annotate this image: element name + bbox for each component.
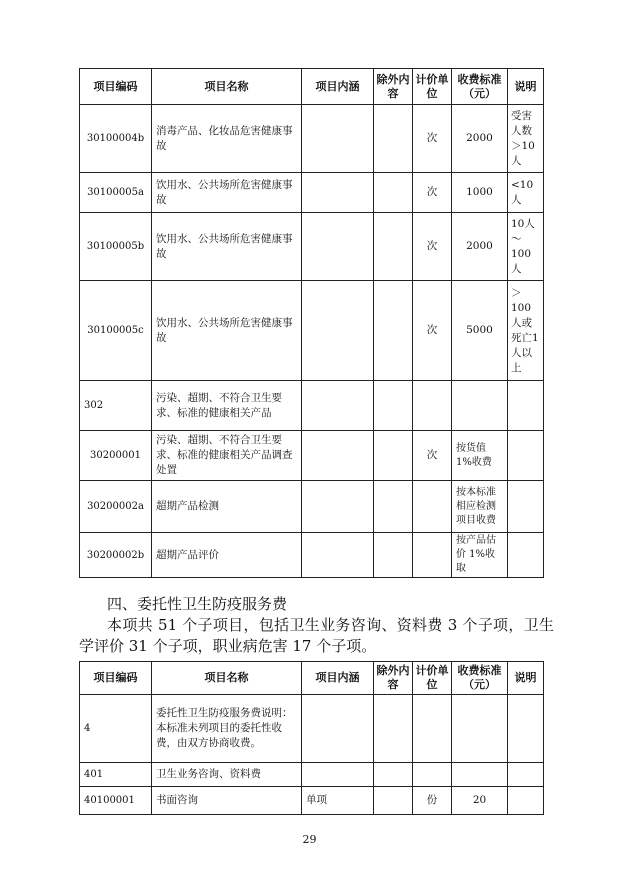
cell-content [302,481,374,533]
cell-content [302,763,374,787]
cell-excluded [374,481,413,533]
cell-unit [413,533,452,578]
cell-excluded [374,381,413,431]
cell-name: 饮用水、公共场所危害健康事故 [152,213,302,281]
cell-fee [452,381,508,431]
cell-unit: 次 [413,173,452,213]
cell-name: 消毒产品、化妆品危害健康事故 [152,105,302,173]
cell-note [508,431,544,481]
cell-fee: 按货值 1%收费 [452,431,508,481]
header-excluded: 除外内容 [374,69,413,105]
table-row [80,481,544,533]
cell-content [302,695,374,763]
table-row [80,281,544,381]
cell-unit: 份 [413,787,452,815]
cell-unit: 次 [413,213,452,281]
header-note: 说明 [508,662,544,695]
header-unit: 计价单位 [413,69,452,105]
header-excluded: 除外内容 [374,662,413,695]
cell-excluded [374,695,413,763]
cell-name: 污染、超期、不符合卫生要求、标准的健康相关产品调查处置 [152,431,302,481]
header-content: 项目内涵 [302,662,374,695]
cell-excluded [374,787,413,815]
header-fee: 收费标准（元） [452,69,508,105]
cell-code: 401 [80,763,152,787]
cell-code: 30100004b [80,105,152,173]
cell-fee: 1000 [452,173,508,213]
cell-content [302,105,374,173]
cell-excluded [374,431,413,481]
cell-fee: 按本标准相应检测项目收费 [452,481,508,533]
cell-note [508,481,544,533]
commissioned-service-fee-table [79,661,544,815]
cell-content [302,533,374,578]
cell-unit: 次 [413,431,452,481]
fee-table-continued [79,68,544,578]
cell-excluded [374,281,413,381]
table-row [80,787,544,815]
table-row [80,173,544,213]
header-content: 项目内涵 [302,69,374,105]
cell-unit: 次 [413,281,452,381]
header-unit: 计价单位 [413,662,452,695]
cell-fee: 按产品估价 1%收取 [452,533,508,578]
cell-name: 委托性卫生防疫服务费说明：本标准未列项目的委托性收费，由双方协商收费。 [152,695,302,763]
cell-code: 40100001 [80,787,152,815]
cell-code: 4 [80,695,152,763]
cell-code: 30100005c [80,281,152,381]
cell-unit: 次 [413,105,452,173]
cell-fee: 2000 [452,213,508,281]
cell-content [302,213,374,281]
cell-note [508,695,544,763]
cell-fee: 5000 [452,281,508,381]
cell-excluded [374,213,413,281]
cell-name: 饮用水、公共场所危害健康事故 [152,281,302,381]
cell-code: 30200001 [80,431,152,481]
cell-code: 30100005b [80,213,152,281]
cell-note: ＞100人或死亡1人以上 [508,281,544,381]
cell-content [302,381,374,431]
cell-name: 饮用水、公共场所危害健康事故 [152,173,302,213]
cell-fee: 2000 [452,105,508,173]
cell-name: 超期产品检测 [152,481,302,533]
cell-unit [413,481,452,533]
cell-code: 302 [80,381,152,431]
cell-fee [452,763,508,787]
cell-excluded [374,533,413,578]
cell-code: 30200002b [80,533,152,578]
header-name: 项目名称 [152,69,302,105]
header-fee: 收费标准（元） [452,662,508,695]
header-code: 项目编码 [80,662,152,695]
cell-content [302,431,374,481]
cell-note [508,533,544,578]
cell-unit [413,695,452,763]
cell-content [302,173,374,213]
header-name: 项目名称 [152,662,302,695]
table-row [80,533,544,578]
table-row [80,431,544,481]
cell-code: 30200002a [80,481,152,533]
table-row [80,213,544,281]
table-row [80,105,544,173]
section-body: 本项共 51 个子项目，包括卫生业务咨询、资料费 3 个子项，卫生学评价 31 个子项，职业病危害 17 个子项。 [79,616,554,655]
cell-content [302,281,374,381]
cell-note [508,763,544,787]
cell-note [508,787,544,815]
cell-note: <10人 [508,173,544,213]
cell-unit [413,763,452,787]
table-header-row [80,662,544,695]
cell-content: 单项 [302,787,374,815]
cell-name: 污染、超期、不符合卫生要求、标准的健康相关产品 [152,381,302,431]
cell-name: 超期产品评价 [152,533,302,578]
page-number: 29 [302,833,317,846]
cell-code: 30100005a [80,173,152,213]
header-code: 项目编码 [80,69,152,105]
table-header-row [80,69,544,105]
table-row [80,763,544,787]
section-title: 四、委托性卫生防疫服务费 [107,595,288,613]
cell-excluded [374,763,413,787]
cell-fee [452,695,508,763]
cell-unit [413,381,452,431]
cell-note: 10人～100人 [508,213,544,281]
cell-excluded [374,173,413,213]
cell-note [508,381,544,431]
cell-fee: 20 [452,787,508,815]
cell-name: 书面咨询 [152,787,302,815]
header-note: 说明 [508,69,544,105]
cell-excluded [374,105,413,173]
table-row [80,381,544,431]
cell-note: 受害人数＞10人 [508,105,544,173]
cell-name: 卫生业务咨询、资料费 [152,763,302,787]
table-row [80,695,544,763]
